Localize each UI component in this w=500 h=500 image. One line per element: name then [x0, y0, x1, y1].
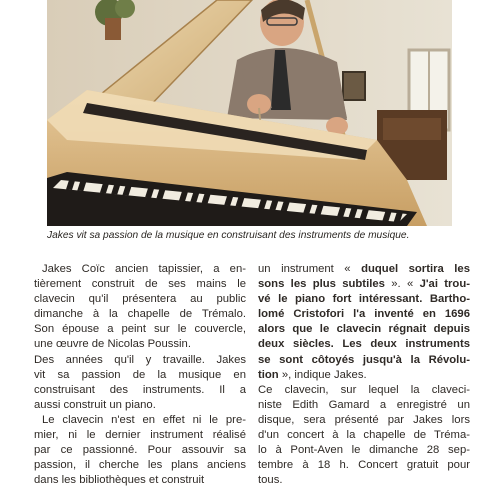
article-line: clavecin qu'il présentera au public	[34, 293, 246, 306]
article-line: Jakes Coïc ancien tapissier, a en-	[42, 263, 246, 275]
article-column-left	[34, 262, 246, 488]
article-line	[258, 292, 470, 307]
article-line	[258, 322, 470, 337]
quote-text: se sont côtoyés jusqu'à la Révolu-	[258, 353, 470, 366]
article-line	[258, 353, 470, 368]
body-text: ». «	[384, 278, 420, 291]
body-text: d'un concert à la chapelle de Tréma-	[258, 429, 470, 442]
harpsichord-photo-illustration	[47, 0, 452, 226]
article-line	[258, 383, 470, 398]
article-line: passion, il cherche les plans anciens	[34, 459, 246, 472]
article-line	[258, 473, 470, 488]
article-photo	[47, 0, 452, 226]
article-column-right	[258, 262, 470, 488]
quote-text: vé le piano fort intéressant. Bartho-	[258, 293, 470, 306]
body-text: niste Edith Gamard a enregistré un	[258, 398, 470, 411]
article-line: dimanche à la chapelle de Trémalo.	[34, 308, 246, 321]
quote-text: duquel sortira les	[361, 263, 470, 275]
photo-caption: Jakes vit sa passion de la musique en construisant des instruments de musique.	[47, 230, 410, 241]
article-line	[258, 337, 470, 352]
article-line	[258, 307, 470, 322]
article-line: dans les bibliothèques et construit	[34, 474, 205, 487]
article-line	[258, 458, 470, 473]
quote-text: J'ai trou-	[419, 278, 470, 291]
article-line	[258, 443, 470, 458]
article-line: tièrement construit de ses mains le	[34, 278, 246, 291]
article-line	[258, 428, 470, 443]
body-text: disque, sera présenté par Jakes lors	[258, 413, 470, 426]
body-text: Ce clavecin, sur lequel la claveci-	[258, 383, 470, 396]
article-line: aussi construit un piano.	[34, 398, 156, 411]
quote-text: tion	[258, 368, 279, 381]
article-line	[258, 368, 470, 383]
quote-text: lomé Cristofori l'a inventé en 1696	[258, 308, 470, 321]
body-text: », indique Jakes.	[278, 368, 367, 381]
article-line	[258, 413, 470, 428]
quote-text: alors que le clavecin régnait depuis	[258, 323, 470, 336]
body-text: lo à Pont-Aven le dimanche 28 sep-	[258, 444, 470, 457]
article-line: vit sa passion de la musique en	[34, 368, 246, 381]
quote-text: deux siècles. Les deux instruments	[258, 338, 470, 351]
article-line: par ce passionné. Pour assouvir sa	[34, 444, 246, 457]
quote-text: sons les plus subtiles	[258, 278, 385, 291]
article-line: construisant des instruments. Il a	[34, 383, 246, 396]
body-text: tous.	[258, 474, 283, 487]
article-line	[258, 398, 470, 413]
body-text: un instrument «	[258, 263, 362, 275]
article-line: Des années qu'il y travaille. Jakes	[34, 353, 246, 366]
wall-picture	[343, 72, 365, 100]
article-line	[258, 277, 470, 292]
article-line	[258, 262, 470, 277]
article-line: Le clavecin n'est en effet ni le pre-	[42, 413, 246, 426]
body-text: tembre à 18 h. Concert gratuit pour	[258, 459, 470, 472]
article-line: Son épouse a peint sur le couvercle,	[34, 323, 246, 336]
article-line: mier, ni le dernier instrument réalisé	[34, 429, 246, 442]
article-line: une œuvre de Nicolas Poussin.	[34, 338, 191, 351]
